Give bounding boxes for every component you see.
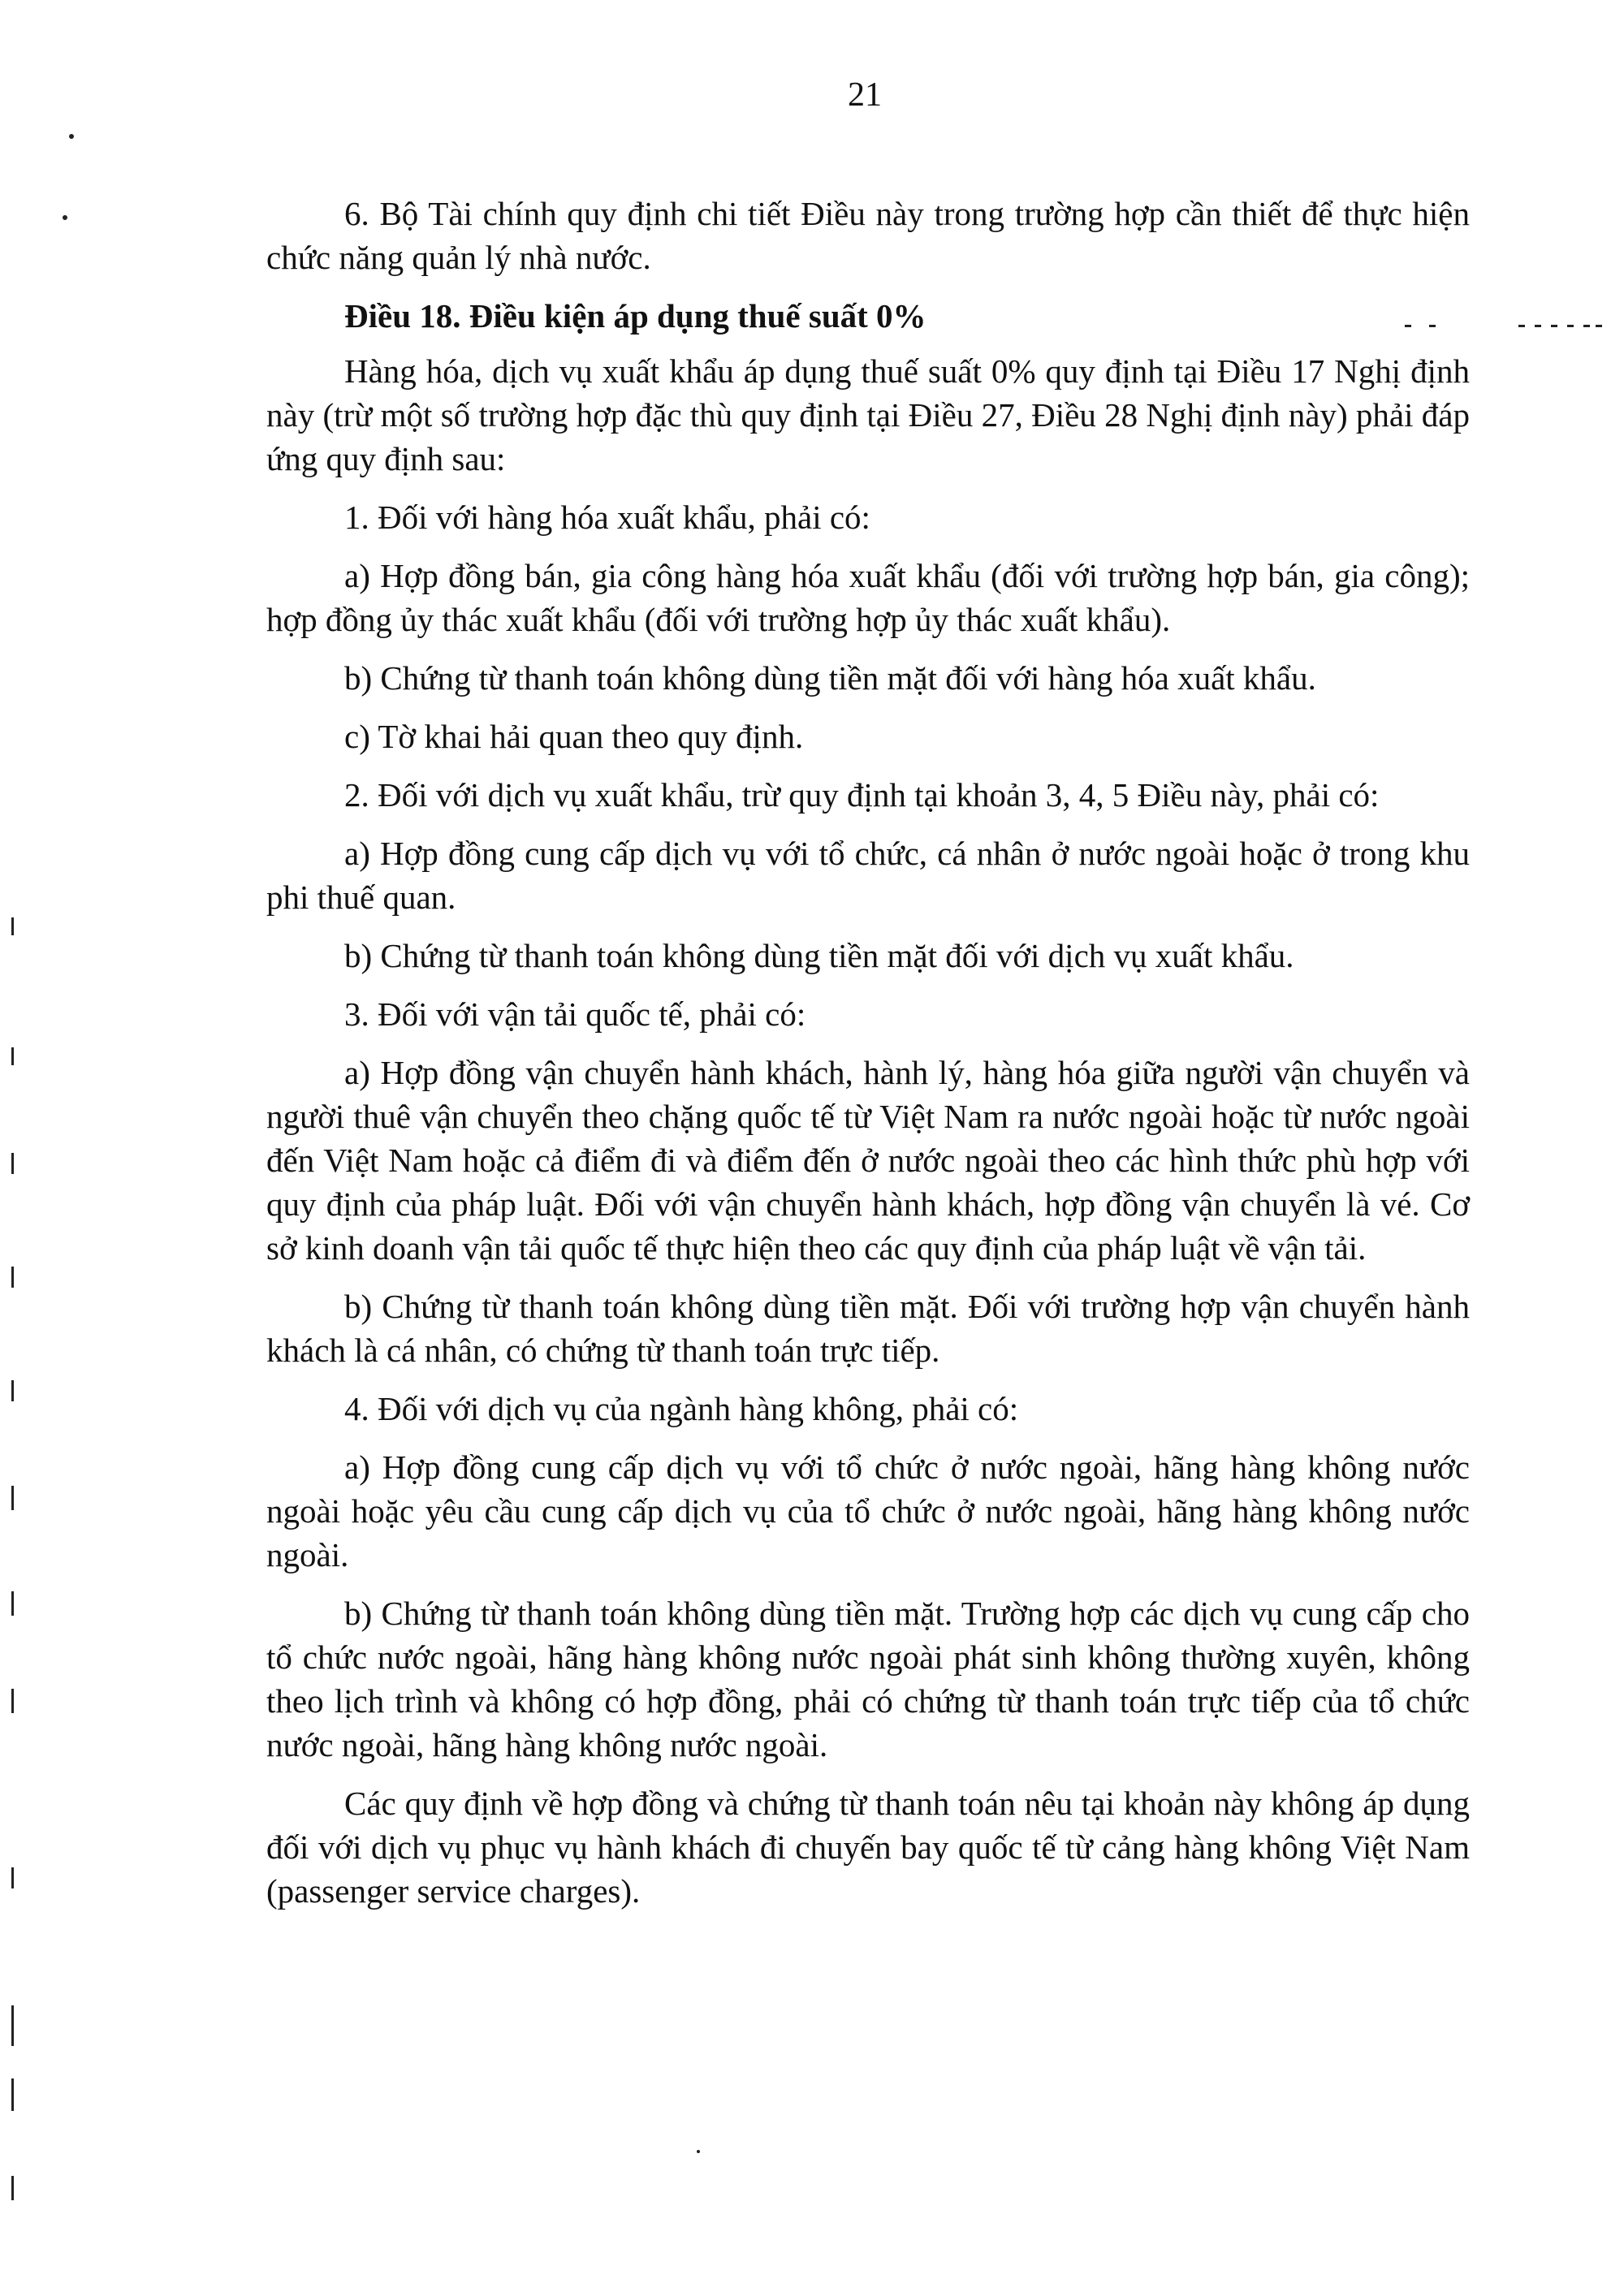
paragraph: b) Chứng từ thanh toán không dùng tiền mặt đối với dịch vụ xuất khẩu.	[344, 937, 1294, 974]
paragraph: 2. Đối với dịch vụ xuất khẩu, trừ quy định tại khoản 3, 4, 5 Điều này, phải có:	[344, 776, 1380, 814]
paragraph: b) Chứng từ thanh toán không dùng tiền mặt. Đối với trường hợp vận chuyển hành khách là cá nhân, có chứng từ thanh toán trực tiếp.	[266, 1288, 1470, 1369]
article-heading: Điều 18. Điều kiện áp dụng thuế suất 0%	[344, 297, 926, 335]
paragraph: 1. Đối với hàng hóa xuất khẩu, phải có:	[344, 499, 870, 536]
paragraph: c) Tờ khai hải quan theo quy định.	[344, 718, 804, 755]
paragraph: a) Hợp đồng bán, gia công hàng hóa xuất khẩu (đối với trường hợp bán, gia công); hợp đồng ủy thác xuất khẩu (đối với trường hợp ủy thác xuất khẩu).	[266, 557, 1470, 638]
document-body	[266, 192, 1470, 1927]
paragraph: Các quy định về hợp đồng và chứng từ thanh toán nêu tại khoản này không áp dụng đối với dịch vụ phục vụ hành khách đi chuyến bay quốc tế từ cảng hàng không Việt Nam (passenger service charges).	[266, 1785, 1470, 1910]
paragraph: a) Hợp đồng cung cấp dịch vụ với tổ chức ở nước ngoài, hãng hàng không nước ngoài hoặc yêu cầu cung cấp dịch vụ của tổ chức ở nước ngoài, hãng hàng không nước ngoài.	[266, 1448, 1470, 1573]
paragraph: 3. Đối với vận tải quốc tế, phải có:	[344, 995, 806, 1033]
page-number: 21	[848, 76, 882, 114]
paragraph: b) Chứng từ thanh toán không dùng tiền mặt đối với hàng hóa xuất khẩu.	[344, 659, 1316, 697]
paragraph: a) Hợp đồng cung cấp dịch vụ với tổ chức, cá nhân ở nước ngoài hoặc ở trong khu phi thuế quan.	[266, 835, 1470, 916]
paragraph: 6. Bộ Tài chính quy định chi tiết Điều này trong trường hợp cần thiết để thực hiện chức năng quản lý nhà nước.	[266, 195, 1470, 276]
paragraph: a) Hợp đồng vận chuyển hành khách, hành lý, hàng hóa giữa người vận chuyển và người thuê vận chuyển theo chặng quốc tế từ Việt Nam ra nước ngoài hoặc từ nước ngoài đến Việt Nam hoặc cả điểm đi và điểm đến ở nước ngoài theo các hình thức phù hợp với quy định của pháp luật. Đối với vận chuyển hành khách, hợp đồng vận chuyển là vé. Cơ sở kinh doanh vận tải quốc tế thực hiện theo các quy định của pháp luật về vận tải.	[266, 1054, 1470, 1267]
paragraph: Hàng hóa, dịch vụ xuất khẩu áp dụng thuế suất 0% quy định tại Điều 17 Nghị định này (trừ một số trường hợp đặc thù quy định tại Điều 27, Điều 28 Nghị định này) phải đáp ứng quy định sau:	[266, 352, 1470, 477]
paragraph: b) Chứng từ thanh toán không dùng tiền mặt. Trường hợp các dịch vụ cung cấp cho tổ chức nước ngoài, hãng hàng không nước ngoài phát sinh không thường xuyên, không theo lịch trình và không có hợp đồng, phải có chứng từ thanh toán trực tiếp của tổ chức nước ngoài, hãng hàng không nước ngoài.	[266, 1595, 1470, 1763]
paragraph: 4. Đối với dịch vụ của ngành hàng không, phải có:	[344, 1390, 1019, 1427]
